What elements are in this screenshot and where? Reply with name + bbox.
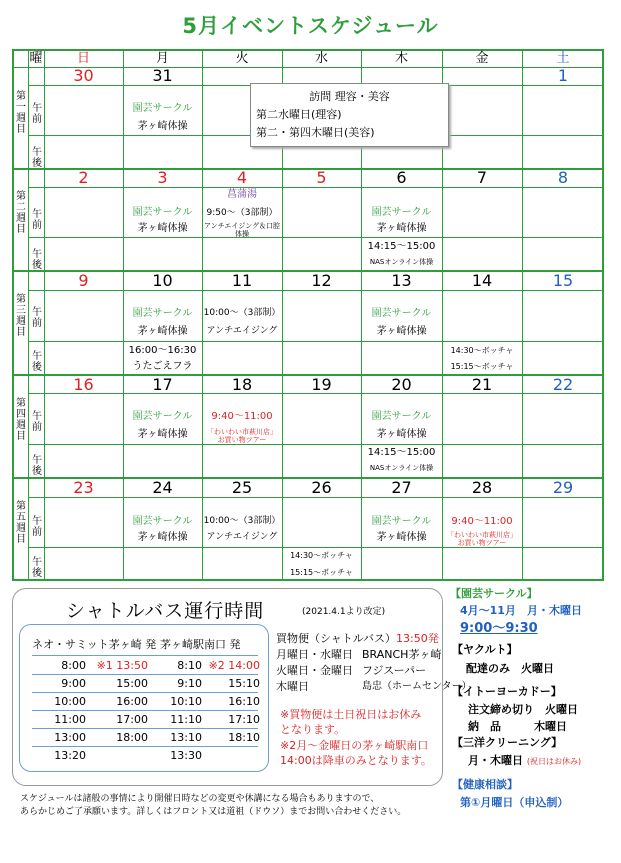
kenko-heading: 【健康相談】 <box>452 778 518 791</box>
note-line: ※買物便は土日祝日はお休み <box>280 708 422 721</box>
am-label: 午前 <box>32 209 42 231</box>
date-cell: 21 <box>471 375 493 394</box>
timetable-cell: 16:00 <box>116 695 148 708</box>
date-cell: 22 <box>552 375 574 394</box>
timetable-cell: ※1 13:50 <box>96 659 148 672</box>
timetable-divider <box>32 746 258 747</box>
event-shopping-desc: お買い物ツアー <box>457 539 507 547</box>
event-desc: うたごえフラ <box>132 361 193 372</box>
shuttle-title: シャトルバス運行時間 <box>66 600 265 622</box>
event-boccia: 14:30～ボッチャ <box>290 551 353 560</box>
date-cell: 31 <box>152 66 173 85</box>
event-desc: アンチエイジング <box>206 326 278 336</box>
notice-line: 第二水曜日(理容) <box>256 108 342 121</box>
event-boccia: 15:15～ボッチャ <box>290 568 353 577</box>
date-cell: 24 <box>152 478 173 497</box>
header-tue: 火 <box>235 51 249 66</box>
kaimono-day: 月曜日・水曜日 <box>276 648 353 661</box>
event-engei: 園芸サークル <box>132 308 193 319</box>
date-cell: 10 <box>152 271 173 290</box>
ito-detail: 納 品 木曜日 <box>468 720 567 733</box>
timetable-cell: 9:00 <box>61 677 86 690</box>
event-taiso: 茅ヶ崎体操 <box>137 429 188 440</box>
event-shopping-time: 9:40～11:00 <box>451 516 513 527</box>
date-cell: 16 <box>73 375 94 394</box>
date-cell: 20 <box>391 375 412 394</box>
header-mon: 月 <box>155 51 169 66</box>
event-time: 16:00～16:30 <box>128 345 197 356</box>
note-line: ※2月～金曜日の茅ヶ崎駅南口 <box>280 739 429 752</box>
yakult-detail: 配達のみ 火曜日 <box>466 662 554 675</box>
timetable-cell: 18:10 <box>228 731 260 744</box>
event-taiso: 茅ヶ崎体操 <box>376 532 427 543</box>
pm-label: 午後 <box>32 557 42 579</box>
timetable-cell: 17:10 <box>228 713 260 726</box>
am-label: 午前 <box>32 307 42 329</box>
event-nas-time: 14:15～15:00 <box>367 241 436 252</box>
date-cell: 3 <box>157 168 168 187</box>
event-taiso: 茅ヶ崎体操 <box>376 429 427 440</box>
note-line: 14:00は降車のみとなります。 <box>280 754 432 767</box>
header-wed: 水 <box>314 51 328 66</box>
header-sat: 土 <box>556 51 570 66</box>
event-shopping-time: 9:40～11:00 <box>211 411 273 422</box>
date-cell: 18 <box>231 375 253 394</box>
event-boccia: 15:15～ボッチャ <box>450 362 514 371</box>
timetable-divider <box>32 710 258 711</box>
date-cell: 11 <box>231 271 253 290</box>
am-label: 午前 <box>32 411 42 433</box>
date-cell: 12 <box>311 271 332 290</box>
date-cell: 29 <box>552 478 574 497</box>
event-shopping-desc: 「わいわい市萩川店」 <box>447 531 517 539</box>
pm-label: 午後 <box>32 351 42 373</box>
visit-notice-box <box>250 83 449 147</box>
timetable-cell: 9:10 <box>177 677 202 690</box>
date-cell: 9 <box>78 271 89 290</box>
timetable-cell: 11:10 <box>170 713 202 726</box>
date-cell: 26 <box>311 478 332 497</box>
header-thu: 木 <box>394 51 408 66</box>
kaimono-day: 火曜日・金曜日 <box>276 664 353 677</box>
pm-label: 午後 <box>32 249 42 271</box>
event-engei: 園芸サークル <box>132 411 193 422</box>
sanyo-heading: 【三洋クリーニング】 <box>452 736 563 749</box>
ito-heading: 【イトーヨーカドー】 <box>452 685 562 698</box>
kenko-detail: 第①月曜日（申込制） <box>460 796 569 809</box>
timetable-cell: 15:10 <box>228 677 260 690</box>
date-cell: 5 <box>316 168 327 187</box>
timetable-divider <box>32 674 258 675</box>
week-label: 第四週目 <box>16 398 26 442</box>
event-boccia: 14:30～ボッチャ <box>450 346 514 355</box>
event-taiso: 茅ヶ崎体操 <box>137 532 188 543</box>
event-desc: アンチエイジング＆口腔体操 <box>203 222 281 238</box>
kaimono-store: フジスーパー <box>362 664 427 677</box>
timetable-cell: 10:00 <box>54 695 86 708</box>
timetable-cell: 13:00 <box>54 731 86 744</box>
timetable-cell: 8:00 <box>61 659 86 672</box>
am-label: 午前 <box>32 516 42 538</box>
pm-label: 午後 <box>32 147 42 169</box>
kaimono-title: 買物便（シャトルバス）13:50発 <box>276 632 439 645</box>
footer-note <box>20 793 406 819</box>
date-cell: 2 <box>78 168 89 187</box>
yakult-heading: 【ヤクルト】 <box>452 643 518 656</box>
event-taiso: 茅ヶ崎体操 <box>376 326 427 337</box>
date-cell: 6 <box>396 168 407 187</box>
date-cell: 15 <box>552 271 574 290</box>
timetable-col1-header: ネオ・サミット茅ヶ崎 発 <box>32 638 157 651</box>
kaimono-store: BRANCH茅ヶ崎 <box>362 648 442 661</box>
event-engei: 園芸サークル <box>132 516 193 527</box>
event-time: 10:00～（3部制） <box>203 516 281 526</box>
event-engei: 園芸サークル <box>371 516 432 527</box>
timetable-cell: 13:30 <box>170 749 202 762</box>
week-label: 第五週目 <box>16 501 26 545</box>
event-desc: アンチエイジング <box>206 532 278 542</box>
week-label: 第二週目 <box>16 191 26 235</box>
event-engei: 園芸サークル <box>371 207 432 218</box>
date-cell: 27 <box>391 478 412 497</box>
event-shopping-desc: 「わいわい市萩川店」 <box>207 428 277 436</box>
date-cell: 19 <box>311 375 332 394</box>
engei-days: 4月～11月 月・木曜日 <box>460 604 582 617</box>
kaimono-store: 島忠（ホームセンター） <box>362 681 472 692</box>
notice-line: 第二・第四木曜日(美容) <box>256 126 375 139</box>
header-fri: 金 <box>475 51 489 66</box>
event-taiso: 茅ヶ崎体操 <box>137 121 188 132</box>
timetable-cell: 16:10 <box>228 695 260 708</box>
timetable-col2-header: 茅ヶ崎駅南口 発 <box>160 638 241 651</box>
event-nas-time: 14:15～15:00 <box>367 447 436 458</box>
footer-line: スケジュールは諸般の事情により開催日時などの変更や休講になる場合もありますので、 <box>20 794 380 804</box>
date-cell: 25 <box>231 478 253 497</box>
event-taiso: 茅ヶ崎体操 <box>376 223 427 234</box>
footer-line: あらかじめご了承願います。詳しくはフロント又は道祖（ドウソ）までお問い合わせください。 <box>20 807 407 817</box>
event-time: 9:50～（3部制） <box>206 208 278 218</box>
timetable-cell: 13:10 <box>170 731 202 744</box>
timetable-cell: 11:00 <box>54 713 86 726</box>
date-cell: 7 <box>476 168 488 187</box>
event-engei: 園芸サークル <box>132 103 193 114</box>
event-shobuyu: 菖蒲湯 <box>227 189 257 200</box>
timetable-cell: 10:10 <box>170 695 202 708</box>
date-cell: 4 <box>236 168 248 187</box>
timetable-cell: 8:10 <box>177 659 202 672</box>
kaimono-day: 木曜日 <box>276 680 309 693</box>
event-nas-desc: NASオンライン体操 <box>369 258 434 266</box>
timetable-cell: 18:00 <box>116 731 148 744</box>
header-sun: 日 <box>76 51 90 66</box>
event-engei: 園芸サークル <box>132 207 193 218</box>
event-nas-desc: NASオンライン体操 <box>369 464 434 472</box>
date-cell: 8 <box>557 168 569 187</box>
event-shopping-desc: お買い物ツアー <box>217 436 267 444</box>
week-label: 第三週目 <box>16 294 26 338</box>
engei-heading: 【園芸サークル】 <box>450 587 538 600</box>
date-cell: 23 <box>73 478 94 497</box>
page-title: 5月イベントスケジュール <box>182 14 439 38</box>
event-engei: 園芸サークル <box>371 308 432 319</box>
timetable-divider <box>32 728 258 729</box>
timetable-cell: ※2 14:00 <box>208 659 260 672</box>
pm-label: 午後 <box>32 455 42 477</box>
header-yobi: 曜 <box>29 51 43 66</box>
date-cell: 14 <box>471 271 493 290</box>
date-cell: 1 <box>557 66 569 85</box>
event-taiso: 茅ヶ崎体操 <box>137 223 188 234</box>
engei-time: 9:00～9:30 <box>460 621 538 636</box>
date-cell: 28 <box>471 478 493 497</box>
timetable-cell: 15:00 <box>116 677 148 690</box>
shuttle-revised: (2021.4.1より改定) <box>302 607 386 617</box>
date-cell: 17 <box>152 375 173 394</box>
notice-title: 訪問 理容・美容 <box>309 90 390 103</box>
sanyo-detail: 月・木曜日 (祝日はお休み) <box>468 754 582 767</box>
am-label: 午前 <box>32 103 42 125</box>
timetable-divider <box>32 692 258 693</box>
week-label: 第一週目 <box>16 91 26 135</box>
ito-detail: 注文締め切り 火曜日 <box>468 703 578 716</box>
event-time: 10:00～（3部制） <box>203 308 281 318</box>
date-cell: 13 <box>391 271 412 290</box>
note-line: となります。 <box>280 723 346 736</box>
date-cell: 30 <box>73 66 94 85</box>
timetable-cell: 17:00 <box>116 713 148 726</box>
event-engei: 園芸サークル <box>371 411 432 422</box>
event-taiso: 茅ヶ崎体操 <box>137 326 188 337</box>
timetable-cell: 13:20 <box>54 749 86 762</box>
